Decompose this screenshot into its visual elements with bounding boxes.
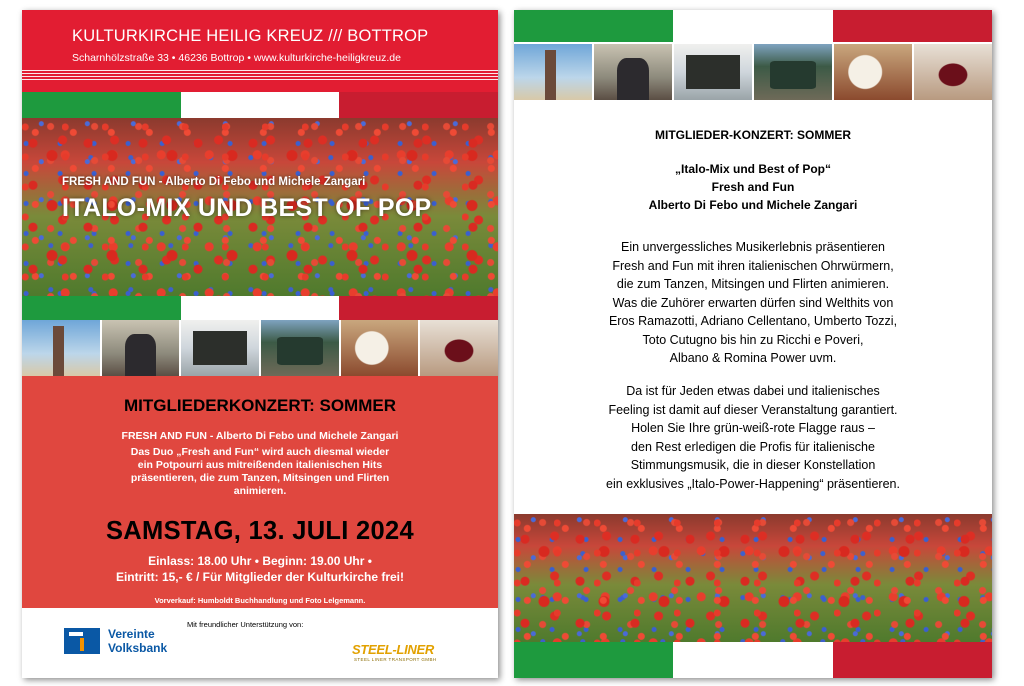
description-line: animieren. — [233, 485, 287, 497]
paragraph-line: Stimmungsmusik, die in dieser Konstellation — [630, 458, 876, 472]
sponsor-footer — [22, 608, 498, 678]
concert-title-line: Alberto Di Febo und Michele Zangari — [648, 198, 858, 212]
paragraph-line: Holen Sie Ihre grün-weiß-rote Flagge raus – — [631, 421, 875, 435]
photo-musicians — [102, 320, 180, 376]
photo-musicians — [594, 44, 672, 100]
header-stripes — [22, 70, 498, 82]
poppy-field-image-right — [514, 514, 992, 642]
poppy-field-image — [22, 118, 498, 296]
description-line: Das Duo „Fresh and Fun“ wird auch diesmal wieder — [130, 446, 390, 458]
event-price: Eintritt: 15,- € / Für Mitglieder der Kulturkirche frei! — [115, 570, 405, 584]
photo-umbrellas — [22, 320, 100, 376]
paragraph-line: Albano & Romina Power uvm. — [669, 351, 837, 365]
photo-wine — [914, 44, 992, 100]
steel-liner-name: STEEL-LINER — [352, 642, 434, 657]
paragraph-line: Feeling ist damit auf dieser Veranstaltung garantiert. — [608, 402, 898, 417]
volksbank-name-line: Vereinte — [108, 627, 155, 641]
photo-food — [341, 320, 419, 376]
hero-subtitle: FRESH AND FUN - Alberto Di Febo und Michele Zangari — [62, 176, 366, 188]
photo-food — [834, 44, 912, 100]
paragraph-line: die zum Tanzen, Mitsingen und Flirten animieren. — [616, 277, 890, 291]
description-line: ein Potpourri aus mitreißenden italienischen Hits — [137, 459, 383, 471]
presale-info: Vorverkauf: Humboldt Buchhandlung und Foto Lelgemann. — [154, 596, 366, 605]
paragraph-line: Was die Zuhörer erwarten dürfen sind Welthits von — [612, 295, 894, 310]
concert-title-line: Fresh and Fun — [711, 180, 795, 194]
volksbank-name — [108, 627, 188, 655]
volksbank-logo-icon — [64, 628, 100, 654]
left-flyer — [22, 10, 498, 678]
artists-line: FRESH AND FUN - Alberto Di Febo und Michele Zangari — [121, 430, 399, 442]
photo-strip — [22, 320, 498, 376]
venue-title: KULTURKIRCHE HEILIG KREUZ /// BOTTROP — [72, 27, 429, 45]
photo-cafe — [674, 44, 752, 100]
event-description — [80, 446, 440, 498]
steel-liner-logo — [352, 642, 452, 664]
paragraph-line: Fresh and Fun mit ihren italienischen Ohrwürmern, — [612, 258, 894, 273]
paragraph-line: Toto Cutugno bis hin zu Ricchi e Poveri, — [642, 332, 864, 347]
italian-flag-band-top-right — [514, 10, 992, 42]
members-concert-heading: MITGLIEDER-KONZERT: SOMMER — [655, 128, 851, 142]
hero-title: ITALO-MIX UND BEST OF POP — [62, 194, 432, 222]
paragraph-line: Da ist für Jeden etwas dabei und italienisches — [626, 384, 880, 398]
paragraph-line: Ein unvergessliches Musikerlebnis präsentieren — [620, 240, 886, 254]
italian-flag-band-bottom-right — [514, 642, 992, 678]
volksbank-name-line: Volksbank — [108, 641, 168, 655]
description-paragraph-1 — [514, 238, 992, 368]
italian-flag-band-middle — [22, 296, 498, 320]
description-paragraph-2 — [514, 382, 992, 493]
photo-umbrellas — [514, 44, 592, 100]
right-flyer — [514, 10, 992, 678]
event-times: Einlass: 18.00 Uhr • Beginn: 19.00 Uhr • — [148, 554, 372, 568]
info-panel — [22, 376, 498, 608]
photo-strip-right — [514, 44, 992, 100]
venue-address: Scharnhölzstraße 33 • 46236 Bottrop • www.kulturkirche-heiligkreuz.de — [72, 52, 401, 64]
photo-wine — [420, 320, 498, 376]
venue-header — [22, 10, 498, 92]
photo-vintage-car — [754, 44, 832, 100]
paragraph-line: den Rest erledigen die Profis für italienische — [631, 439, 875, 454]
italian-flag-band-top — [22, 92, 498, 118]
members-concert-title: MITGLIEDERKONZERT: SOMMER — [124, 396, 396, 415]
photo-vintage-car — [261, 320, 339, 376]
concert-title-line: „Italo-Mix und Best of Pop“ — [675, 162, 831, 176]
paragraph-line: Eros Ramazotti, Adriano Cellentano, Umberto Tozzi, — [608, 314, 898, 328]
paragraph-line: ein exklusives „Italo-Power-Happening“ präsentieren. — [606, 476, 900, 491]
event-date: SAMSTAG, 13. JULI 2024 — [106, 517, 414, 545]
support-label: Mit freundlicher Unterstützung von: — [187, 620, 304, 629]
steel-liner-subtitle: STEEL LINER TRANSPORT GMBH — [354, 657, 437, 662]
photo-cafe — [181, 320, 259, 376]
description-line: präsentieren, die zum Tanzen, Mitsingen und Flirten — [130, 472, 390, 484]
